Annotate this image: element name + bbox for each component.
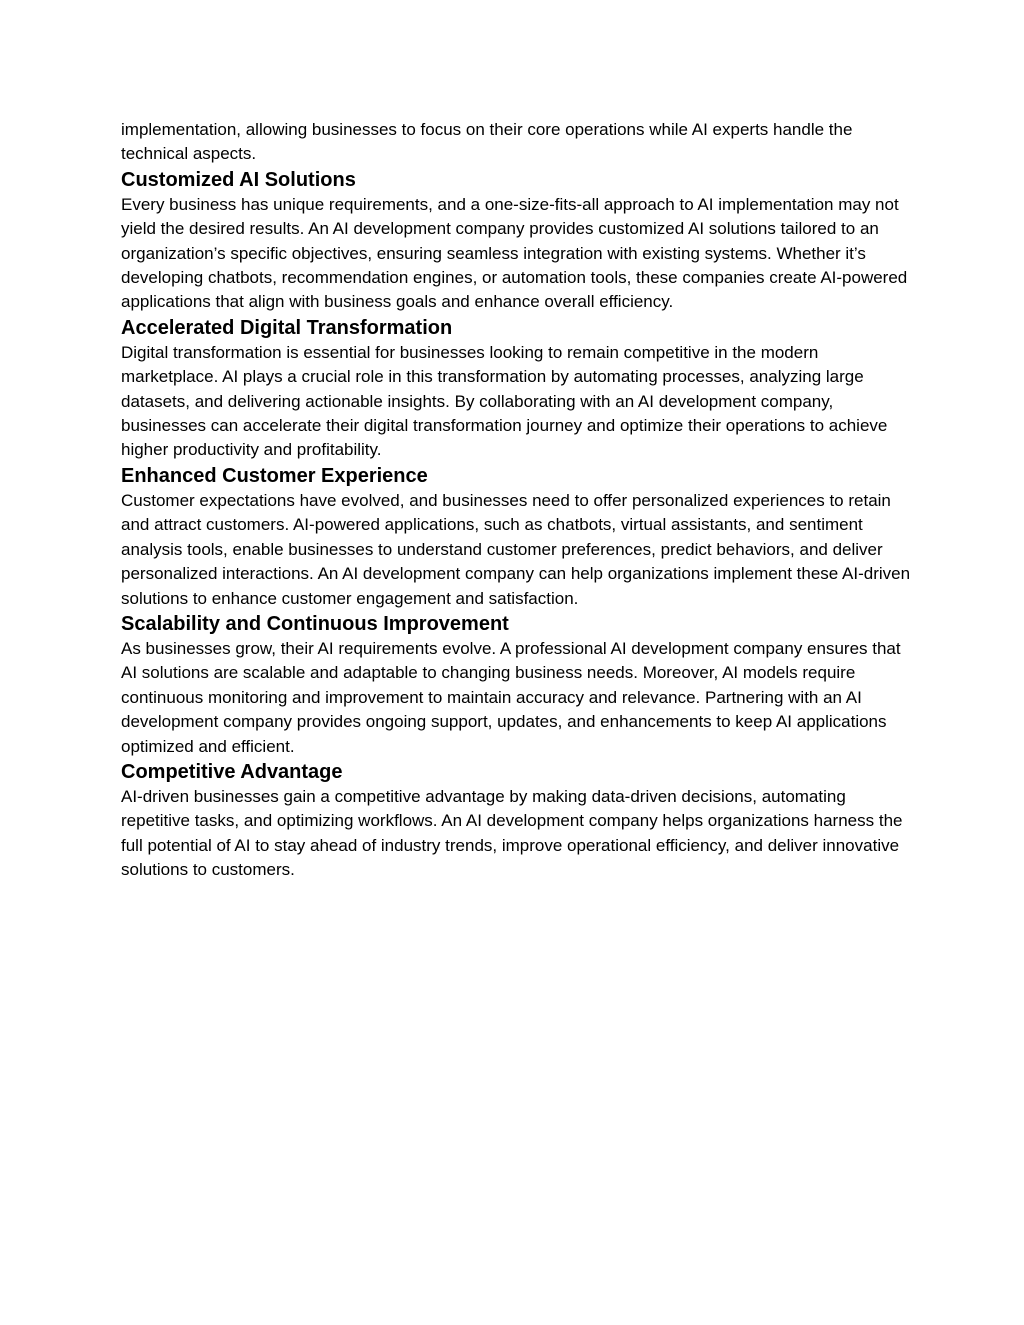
section-paragraph: Customer expectations have evolved, and businesses need to offer personalized experiences to retain and attract customers. AI-powered applications, such as chatbots, virtual assistants, and sentiment analysis tools, enable businesses to understand customer preferences, predict behaviors, and deliver personalized interactions. An AI development company can help organizations implement these AI-driven solutions to enhance customer engagement and satisfaction. bbox=[121, 490, 911, 608]
section-paragraph: Digital transformation is essential for businesses looking to remain competitive in the modern marketplace. AI plays a crucial role in this transformation by automating processes, analyzing large datasets, and delivering actionable insights. By collaborating with an AI development company, businesses can accelerate their digital transformation journey and optimize their operations to achieve higher productivity and profitability. bbox=[121, 342, 888, 460]
section-paragraph: Every business has unique requirements, and a one-size-fits-all approach to AI implementation may not yield the desired results. An AI development company provides customized AI solutions tailored to an organization’s specific objectives, ensuring seamless integration with existing systems. Whether it’s developing chatbots, recommendation engines, or automation tools, these companies create AI-powered applications that align with business goals and enhance overall efficiency. bbox=[121, 194, 908, 312]
section-enhanced-customer-experience bbox=[121, 463, 911, 611]
intro-paragraph: implementation, allowing businesses to focus on their core operations while AI experts handle the technical aspects. bbox=[121, 120, 853, 164]
section-scalability-continuous-improvement bbox=[121, 611, 911, 759]
section-heading: Customized AI Solutions bbox=[121, 168, 356, 191]
section-heading: Enhanced Customer Experience bbox=[121, 464, 428, 487]
section-accelerated-digital-transformation bbox=[121, 315, 911, 463]
section-heading: Scalability and Continuous Improvement bbox=[121, 612, 509, 635]
section-heading: Competitive Advantage bbox=[121, 760, 343, 783]
section-paragraph: As businesses grow, their AI requirements evolve. A professional AI development company ensures that AI solutions are scalable and adaptable to changing business needs. Moreover, AI models require continuous monitoring and improvement to maintain accuracy and relevance. Partnering with an AI development company provides ongoing support, updates, and enhancements to keep AI applications optimized and efficient. bbox=[121, 638, 901, 756]
section-paragraph: AI-driven businesses gain a competitive advantage by making data-driven decisions, automating repetitive tasks, and optimizing workflows. An AI development company helps organizations harness the full potential of AI to stay ahead of industry trends, improve operational efficiency, and deliver innovative solutions to customers. bbox=[121, 786, 903, 880]
document-page bbox=[121, 118, 911, 883]
section-heading: Accelerated Digital Transformation bbox=[121, 316, 453, 339]
section-customized-ai-solutions bbox=[121, 167, 911, 315]
section-competitive-advantage bbox=[121, 759, 911, 883]
